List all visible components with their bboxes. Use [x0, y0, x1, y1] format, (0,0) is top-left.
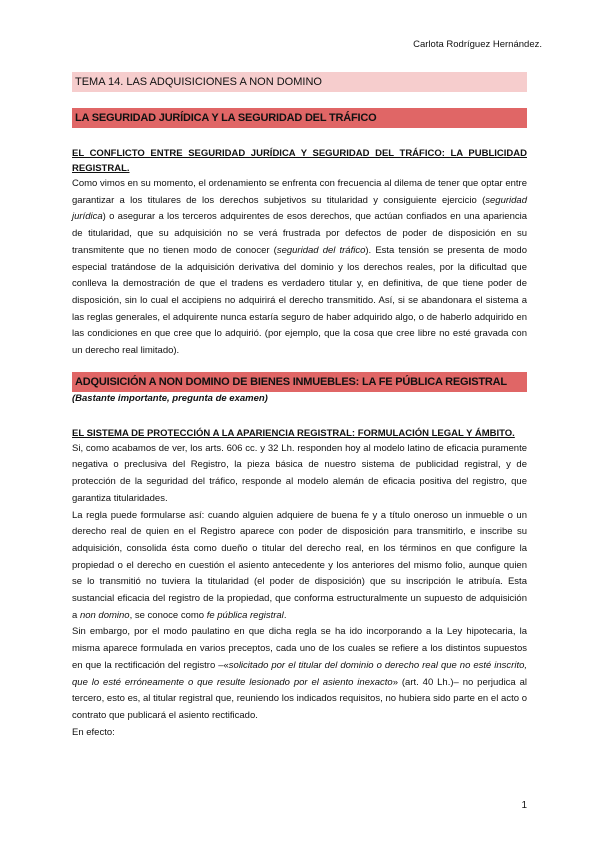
- paragraph-regla: [72, 508, 527, 625]
- text-run: ) o asegurar a los terceros adquirentes de esos derechos, que actúan confiados en una apariencia de titularidad, que su adquisición no se verá frustrada por defectos de poder de disposición en su transmitente que no tienen modo de conocer (: [72, 211, 527, 256]
- author-header: Carlota Rodríguez Hernández.: [413, 39, 542, 50]
- text-run: » (art. 40 Lh.)– no perjudica al tercero, esto es, al titular registral que, reuniendo los indicados requisitos, no hubiera sido parte en el acto o contrato que publicará el asiento rectificado.: [72, 676, 528, 721]
- text-run: , se conoce como: [129, 609, 207, 621]
- italic-term: seguridad del tráfico: [276, 244, 366, 256]
- subheading-conflicto: EL CONFLICTO ENTRE SEGURIDAD JURÍDICA Y SEGURIDAD DEL TRÁFICO: LA PUBLICIDAD REGISTRAL.: [72, 148, 527, 174]
- subheading-sistema-proteccion: EL SISTEMA DE PROTECCIÓN A LA APARIENCIA REGISTRAL: FORMULACIÓN LEGAL Y ÁMBITO.: [72, 427, 515, 439]
- text-run: Como vimos en su momento, el ordenamiento se enfrenta con frecuencia al dilema de tener que optar entre garantizar a los titulares de los derechos subjetivos su titularidad y consiguiente ejercicio (: [72, 178, 527, 206]
- closing-line: En efecto:: [72, 726, 115, 738]
- text-run: La regla puede formularse así: cuando alguien adquiere de buena fe y a título oneroso un inmueble o un derecho real de quien en el Registro aparece con poder de disposición para transmitirlo, e inscribe su adquisición, consolida ésta como dueño o titular del derecho real, en los términos en que configure la propiedad o el derecho en cuestión el asiento antecedente y los anteriores del mismo folio, aunque quien se lo transmitió no tuviera la titularidad (el poder de disposición) que su inscripción le atribuía. Esta sustancial eficacia del registro de la propiedad, que conforma estructuralmente un supuesto de adquisición a: [72, 509, 527, 621]
- italic-term: fe pública registral: [206, 609, 284, 621]
- page-number: 1: [521, 800, 527, 811]
- section-heading-seguridad: LA SEGURIDAD JURÍDICA Y LA SEGURIDAD DEL TRÁFICO: [72, 108, 527, 128]
- italic-quote: solicitado por el titular del dominio o derecho real que no esté inscrito, que lo esté erróneamente o que resulte lesionado por el asiento inexacto: [72, 659, 528, 688]
- text-run: ). Esta tensión se presenta de modo especial tratándose de la adquisición derivativa del dominio y los derechos reales, por la dificultad que conlleva la demostración de que el tradens es verdadero titular y, en definitiva, de que tiene poder de disposición, sin lo cual el accipiens no adquirirá el derecho transmitido. Así, si se abandonara el sistema a las reglas generales, el adquirente nunca estaría seguro de haber adquirido algo, o de haberlo adquirido en las condiciones en que cree que lo adquirió. (por ejemplo, que la cosa que cree libre no esté gravada con un derecho real limitado).: [72, 244, 527, 357]
- italic-term: non domino: [79, 609, 130, 621]
- document-body: [72, 72, 527, 741]
- chapter-title: TEMA 14. LAS ADQUISICIONES A NON DOMINO: [72, 72, 527, 92]
- paragraph-seguridad: [72, 176, 527, 360]
- exam-note: (Bastante importante, pregunta de examen): [72, 392, 268, 404]
- text-run: Sin embargo, por el modo paulatino en que dicha regla se ha ido incorporando a la Ley hipotecaria, la misma aparece formulada en varios preceptos, cada uno de los cuales se refiere a los distintos supuestos en que la rectificación del registro –«: [72, 626, 527, 671]
- paragraph-rectificacion: [72, 624, 527, 724]
- section-heading-fe-publica: ADQUISICIÓN A NON DOMINO DE BIENES INMUEBLES: LA FE PÚBLICA REGISTRAL: [72, 372, 527, 392]
- text-run: .: [283, 609, 287, 621]
- italic-term: seguridad jurídica: [72, 194, 527, 223]
- paragraph-modelo-aleman: Si, como acabamos de ver, los arts. 606 cc. y 32 Lh. responden hoy al modelo latino de eficacia puramente negativa o preclusiva del Registro, la pieza básica de nuestro sistema de publicidad registral, y de protección de la seguridad del tráfico, responde al modelo alemán de eficacia positiva del registro, que garantiza titularidades.: [72, 442, 527, 504]
